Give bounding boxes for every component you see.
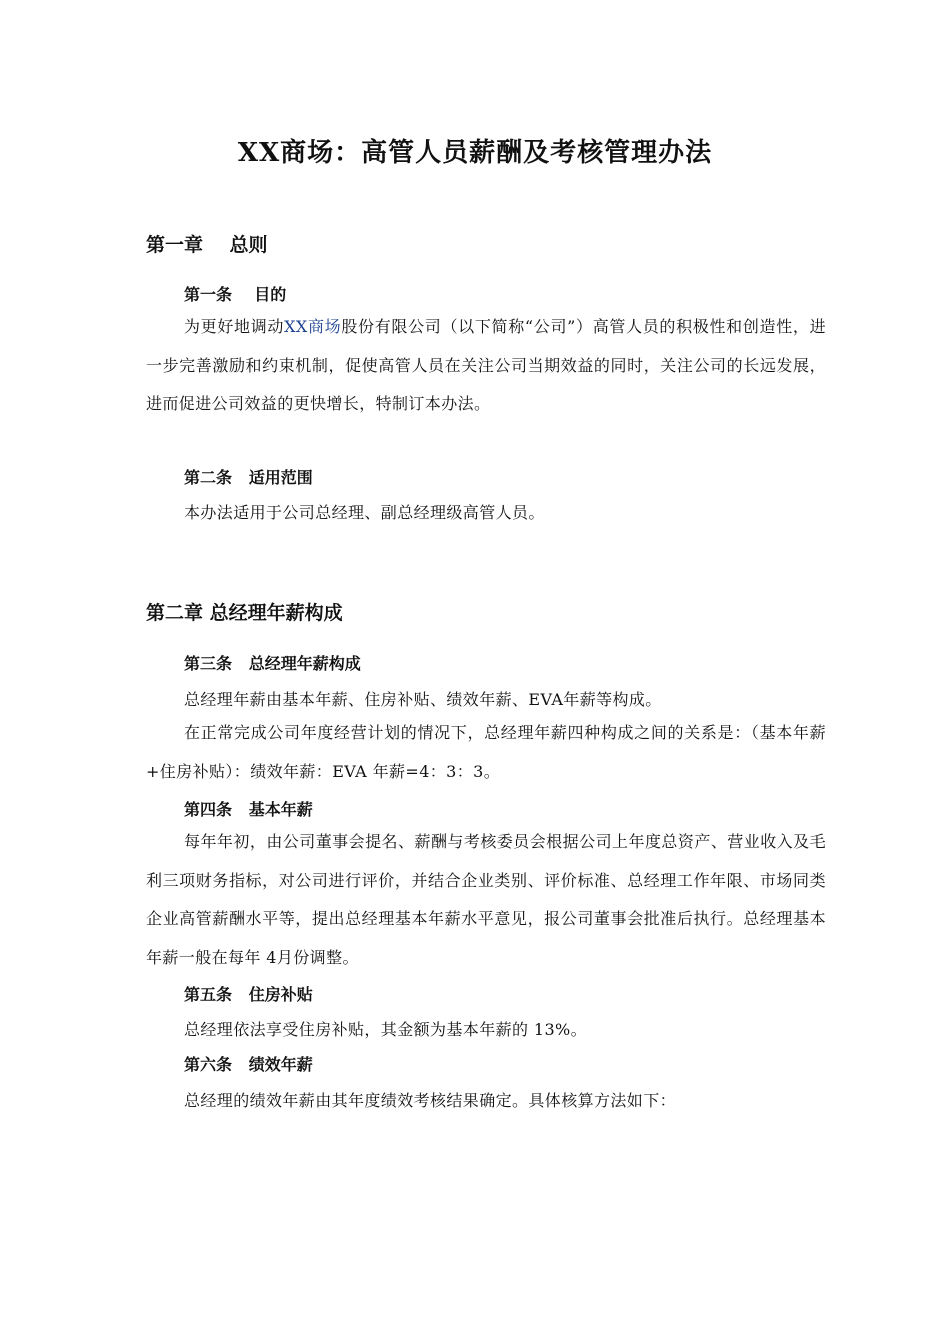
article-3-text-1: 总经理年薪由基本年薪、住房补贴、绩效年薪、EVA年薪等构成。: [184, 690, 662, 709]
company-name-highlight: XX商场: [284, 317, 342, 336]
article-1-text-rest: 股份有限公司（以下简称“公司”）高管人员的积极性和创造性，进一步完善激励和约束机制，促使高管人员在关注公司当期效益的同时，关注公司的长远发展，进而促进公司效益的更快增长，特制订本办法。: [146, 317, 826, 413]
article-2-text: 本办法适用于公司总经理、副总经理级高管人员。: [184, 503, 545, 522]
article-1-heading: 第一条 目的: [184, 285, 287, 304]
article-1-text-prefix: 为更好地调动: [184, 317, 285, 336]
article-4-heading: 第四条 基本年薪: [184, 800, 313, 819]
article-1-paragraph: [146, 308, 826, 424]
article-6-heading: 第六条 绩效年薪: [184, 1055, 313, 1074]
document-title: XX商场：高管人员薪酬及考核管理办法: [237, 138, 713, 168]
article-3-heading: 第三条 总经理年薪构成: [184, 654, 361, 673]
chapter-2-heading: 第二章 总经理年薪构成: [146, 602, 343, 624]
article-5-heading: 第五条 住房补贴: [184, 985, 313, 1004]
article-2-heading: 第二条 适用范围: [184, 468, 313, 487]
article-4-paragraph: 每年年初，由公司董事会提名、薪酬与考核委员会根据公司上年度总资产、营业收入及毛利三项财务指标，对公司进行评价，并结合企业类别、评价标准、总经理工作年限、市场同类企业高管薪酬水平等，提出总经理基本年薪水平意见，报公司董事会批准后执行。总经理基本年薪一般在每年 4月份调整。: [146, 832, 826, 967]
article-6-text: 总经理的绩效年薪由其年度绩效考核结果确定。具体核算方法如下：: [184, 1091, 677, 1110]
article-5-text: 总经理依法享受住房补贴，其金额为基本年薪的 13%。: [184, 1020, 588, 1039]
article-3-text-2: 在正常完成公司年度经营计划的情况下，总经理年薪四种构成之间的关系是：（基本年薪+住房补贴）：绩效年薪：EVA 年薪=4：3：3。: [146, 723, 826, 781]
chapter-1-heading: 第一章 总则: [146, 234, 268, 256]
